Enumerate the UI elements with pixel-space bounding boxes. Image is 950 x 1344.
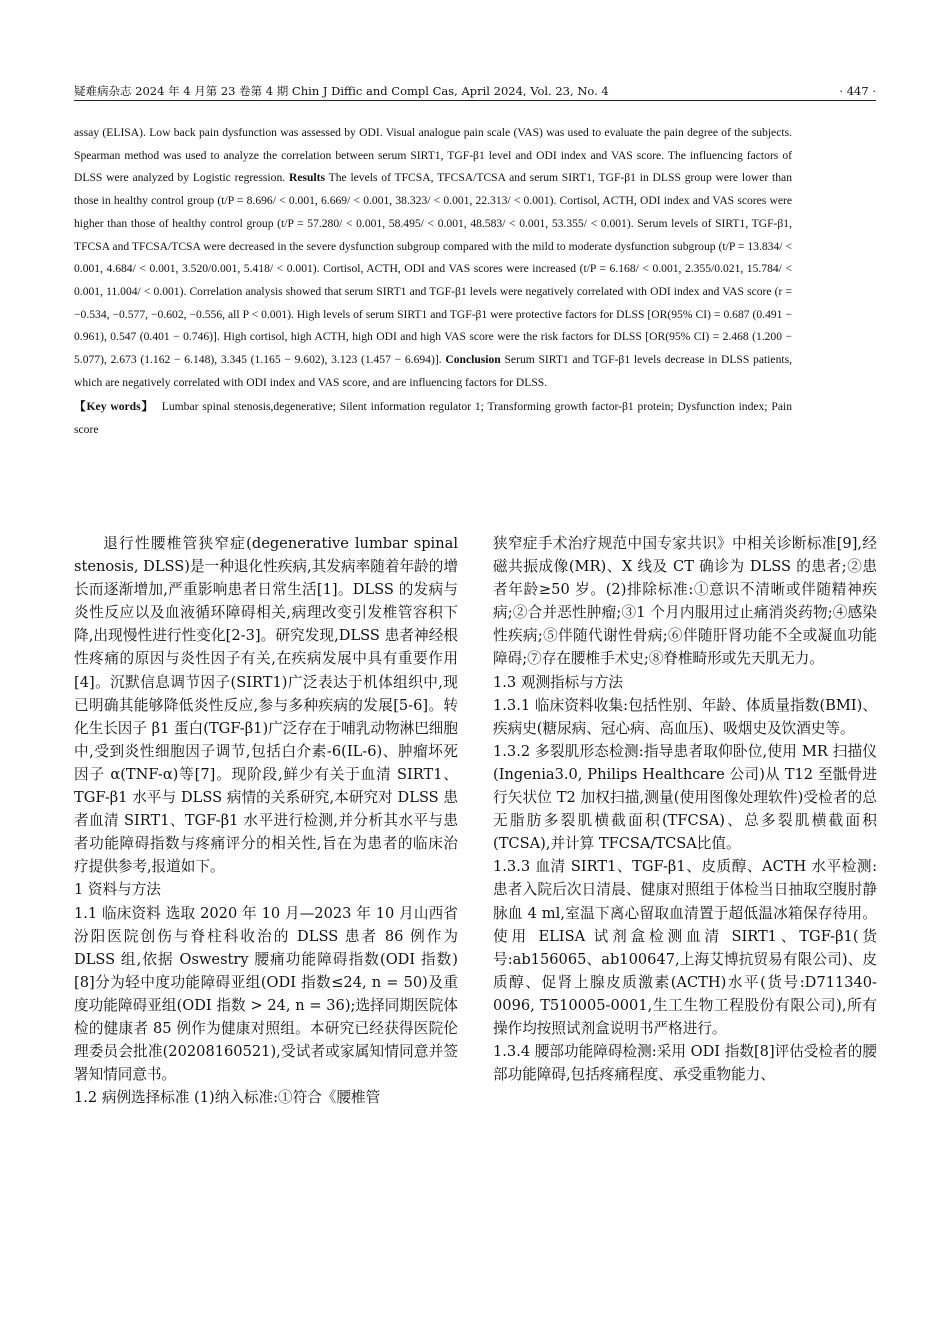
section-heading-1-3: 1.3 观测指标与方法 [493,673,624,691]
journal-citation: 疑难病杂志 2024 年 4 月第 23 卷第 4 期 Chin J Diffic and Compl Cas, April 2024, Vol. 23, No. 4 [74,84,609,98]
running-header [74,82,876,101]
intro-paragraph: 退行性腰椎管狭窄症(degenerative lumbar spinal stenosis, DLSS)是一种退化性疾病,其发病率随着年龄的增长而逐渐增加,严重影响患者日常生活[1]。DLSS 的发病与炎性反应以及血液循环障碍相关,病理改变引发椎管容积下降,出现慢性进行性变化[2-3]。研究发现,DLSS 患者神经根性疼痛的原因与炎性因子有关,在疾病发展中具有重要作用[4]。沉默信息调节因子(SIRT1)广泛表达于机体组织中,现已明确其能够降低炎性反应,参与多种疾病的发展[5-6]。转化生长因子 β1 蛋白(TGF-β1)广泛存在于哺乳动物淋巴细胞中,受到炎性细胞因子调节,包括白介素-6(IL-6)、肿瘤坏死因子 α(TNF-α)等[7]。现阶段,鲜少有关于血清 SIRT1、TGF-β1 水平与 DLSS 病情的关系研究,本研究对 DLSS 患者血清 SIRT1、TGF-β1 水平进行检测,并分析其水平与患者功能障碍指数与疼痛评分的相关性,旨在为患者的临床治疗提供参考,报道如下。 [74,535,458,876]
section-1-3-3: 1.3.3 血清 SIRT1、TGF-β1、皮质醇、ACTH 水平检测:患者入院后次日清晨、健康对照组于体检当日抽取空腹肘静脉血 4 ml,室温下离心留取血清置于超低温冰箱保存待用。使用 ELISA 试剂盒检测血清 SIRT1、TGF-β1(货号:ab156065、ab100647,上海艾博抗贸易有限公司)、皮质醇、促肾上腺皮质激素(ACTH)水平(货号:D711340-0096, T510005-0001,生工生物工程股份有限公司),所有操作均按照试剂盒说明书严格进行。 [493,858,877,1037]
right-column [493,532,877,1086]
section-1-1: 1.1 临床资料 选取 2020 年 10 月—2023 年 10 月山西省汾阳医院创伤与脊柱科收治的 DLSS 患者 86 例作为 DLSS 组,依据 Oswestry 腰痛功能障碍指数(ODI 指数)[8]分为轻中度功能障碍亚组(ODI 指数≤24, n = 50)及重度功能障碍亚组(ODI 指数 > 24, n = 36);选择同期医院体检的健康者 85 例作为健康对照组。本研究已经获得医院伦理委员会批准(20208160521),受试者或家属知情同意并签署知情同意书。 [74,904,458,1084]
section-1-3-4: 1.3.4 腰部功能障碍检测:采用 ODI 指数[8]评估受检者的腰部功能障碍,包括疼痛程度、承受重物能力、 [493,1043,877,1084]
left-column [74,532,458,1109]
keywords-label: 【Key words】 [74,400,155,414]
english-abstract [74,122,792,442]
abstract-conclusion: Serum SIRT1 and TGF-β1 levels decrease in DLSS patients, which are negatively correlated with ODI index and VAS score, and are influencing factors for DLSS. [74,353,792,389]
abstract-results: The levels of TFCSA, TFCSA/TCSA and serum SIRT1, TGF-β1 in DLSS group were lower than those in healthy control group (t/P = 8.696/ < 0.001, 6.669/ < 0.001, 38.323/ < 0.001, 22.313/ < 0.001). Cortisol, ACTH, ODI index and VAS scores were higher than those of healthy control group (t/P = 57.280/ < 0.001, 58.495/ < 0.001, 48.583/ < 0.001, 53.355/ < 0.001). Serum levels of SIRT1, TGF-β1, TFCSA and TFCSA/TCSA were decreased in the severe dysfunction subgroup compared with the mild to moderate dysfunction subgroup (t/P = 13.834/ < 0.001, 4.684/ < 0.001, 3.520/0.001, 5.418/ < 0.001). Cortisol, ACTH, ODI and VAS scores were increased (t/P = 6.168/ < 0.001, 2.355/0.021, 15.784/ < 0.001, 11.004/ < 0.001). Correlation analysis showed that serum SIRT1 and TGF-β1 levels were negatively correlated with ODI index and VAS score (r = −0.534, −0.577, −0.602, −0.556, all P < 0.001). High levels of serum SIRT1 and TGF-β1 were protective factors for DLSS [OR(95% CI) = 0.687 (0.491 − 0.961), 0.547 (0.401 − 0.746)]. High cortisol, high ACTH, high ODI and high VAS score were the risk factors for DLSS [OR(95% CI) = 2.468 (1.200 − 5.077), 2.673 (1.162 − 6.148), 3.345 (1.165 − 9.602), 3.123 (1.457 − 6.694)]. [74,171,792,367]
keywords [74,396,792,441]
conclusion-label: Conclusion [445,353,501,367]
results-label: Results [288,171,326,185]
section-1-3-2: 1.3.2 多裂肌形态检测:指导患者取仰卧位,使用 MR 扫描仪(Ingenia3.0, Philips Healthcare 公司)从 T12 至骶骨进行矢状位 T2 加权扫描,测量(使用图像处理软件)受检者的总无脂肪多裂肌横截面积(TFCSA)、总多裂肌横截面积(TCSA),并计算 TFCSA/TCSA比值。 [493,742,877,853]
section-1-3-1: 1.3.1 临床资料收集:包括性别、年龄、体质量指数(BMI)、疾病史(糖尿病、冠心病、高血压)、吸烟史及饮酒史等。 [493,696,877,737]
page-number: · 447 · [839,84,876,98]
keywords-text: Lumbar spinal stenosis,degenerative; Silent information regulator 1; Transforming growth factor-β1 protein; Dysfunction index; Pain score [74,400,793,437]
abstract-methods: assay (ELISA). Low back pain dysfunction was assessed by ODI. Visual analogue pain scale (VAS) was used to evaluate the pain degree of the subjects. Spearman method was used to analyze the correlation between serum SIRT1, TGF-β1 level and ODI index and VAS score. The influencing factors of DLSS were analyzed by Logistic regression. [74,126,792,185]
section-1-2: 1.2 病例选择标准 (1)纳入标准:①符合《腰椎管 [74,1089,381,1107]
abstract-body [74,122,792,394]
section-1-2-continued: 狭窄症手术治疗规范中国专家共识》中相关诊断标准[9],经磁共振成像(MR)、X 线及 CT 确诊为 DLSS 的患者;②患者年龄≥50 岁。(2)排除标准:①意识不清晰或伴随精神疾病;②合并恶性肿瘤;③1 个月内服用过止痛消炎药物;④感染性疾病;⑤伴随代谢性骨病;⑥伴随肝肾功能不全或凝血功能障碍;⑦存在腰椎手术史;⑧脊椎畸形或先天肌无力。 [493,535,877,668]
section-heading-1: 1 资料与方法 [74,881,161,899]
